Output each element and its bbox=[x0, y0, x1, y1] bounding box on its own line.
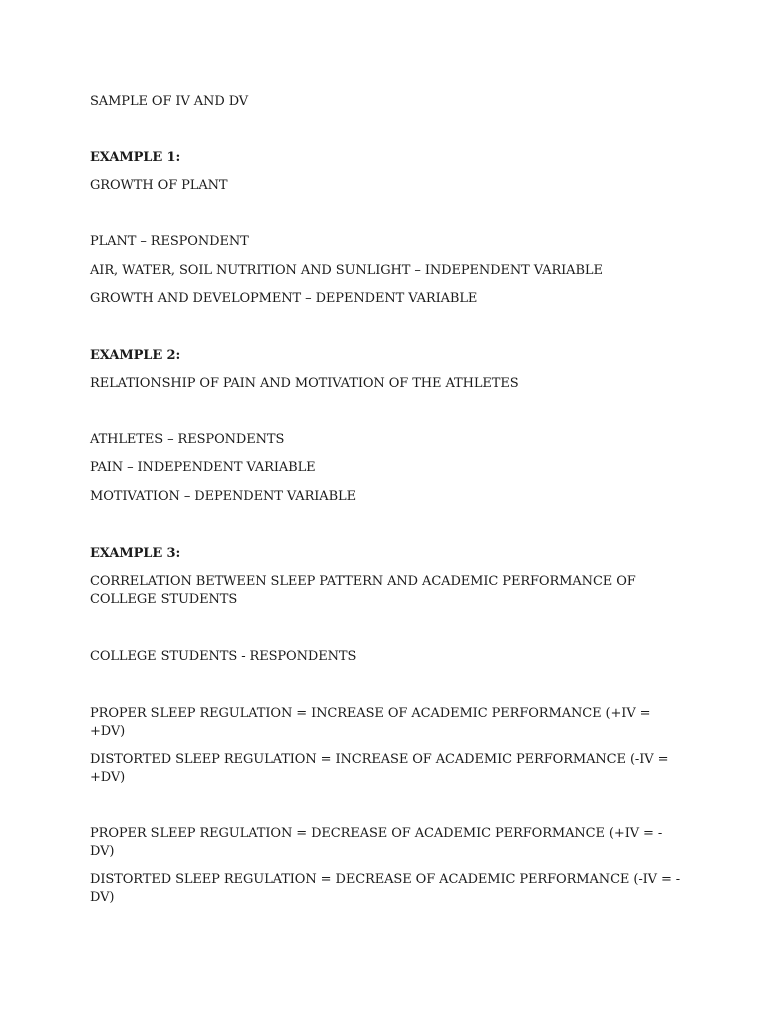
example-1-dependent-variable: GROWTH AND DEVELOPMENT – DEPENDENT VARIABLE bbox=[90, 291, 478, 306]
example-2-respondent: ATHLETES – RESPONDENTS bbox=[90, 432, 285, 447]
example-2-topic: RELATIONSHIP OF PAIN AND MOTIVATION OF THE ATHLETES bbox=[90, 376, 519, 391]
example-3-statement: DISTORTED SLEEP REGULATION = INCREASE OF ACADEMIC PERFORMANCE (-IV = +DV) bbox=[90, 752, 669, 785]
example-3-heading: EXAMPLE 3: bbox=[90, 546, 181, 561]
example-1-heading: EXAMPLE 1: bbox=[90, 150, 181, 165]
document-title: SAMPLE OF IV AND DV bbox=[90, 94, 249, 109]
example-2-heading: EXAMPLE 2: bbox=[90, 348, 181, 363]
example-3-statement: PROPER SLEEP REGULATION = DECREASE OF ACADEMIC PERFORMANCE (+IV = -DV) bbox=[90, 826, 663, 859]
example-2-independent-variable: PAIN – INDEPENDENT VARIABLE bbox=[90, 460, 316, 475]
example-2-dependent-variable: MOTIVATION – DEPENDENT VARIABLE bbox=[90, 489, 356, 504]
example-1-topic: GROWTH OF PLANT bbox=[90, 178, 228, 193]
example-1-respondent: PLANT – RESPONDENT bbox=[90, 234, 249, 249]
example-3-topic: CORRELATION BETWEEN SLEEP PATTERN AND ACADEMIC PERFORMANCE OF COLLEGE STUDENTS bbox=[90, 574, 636, 607]
example-3-statement: DISTORTED SLEEP REGULATION = DECREASE OF ACADEMIC PERFORMANCE (-IV = - DV) bbox=[90, 872, 681, 905]
example-3-statement: PROPER SLEEP REGULATION = INCREASE OF ACADEMIC PERFORMANCE (+IV = +DV) bbox=[90, 706, 651, 739]
example-3-respondent: COLLEGE STUDENTS - RESPONDENTS bbox=[90, 649, 357, 664]
example-1-independent-variable: AIR, WATER, SOIL NUTRITION AND SUNLIGHT – INDEPENDENT VARIABLE bbox=[90, 263, 603, 278]
